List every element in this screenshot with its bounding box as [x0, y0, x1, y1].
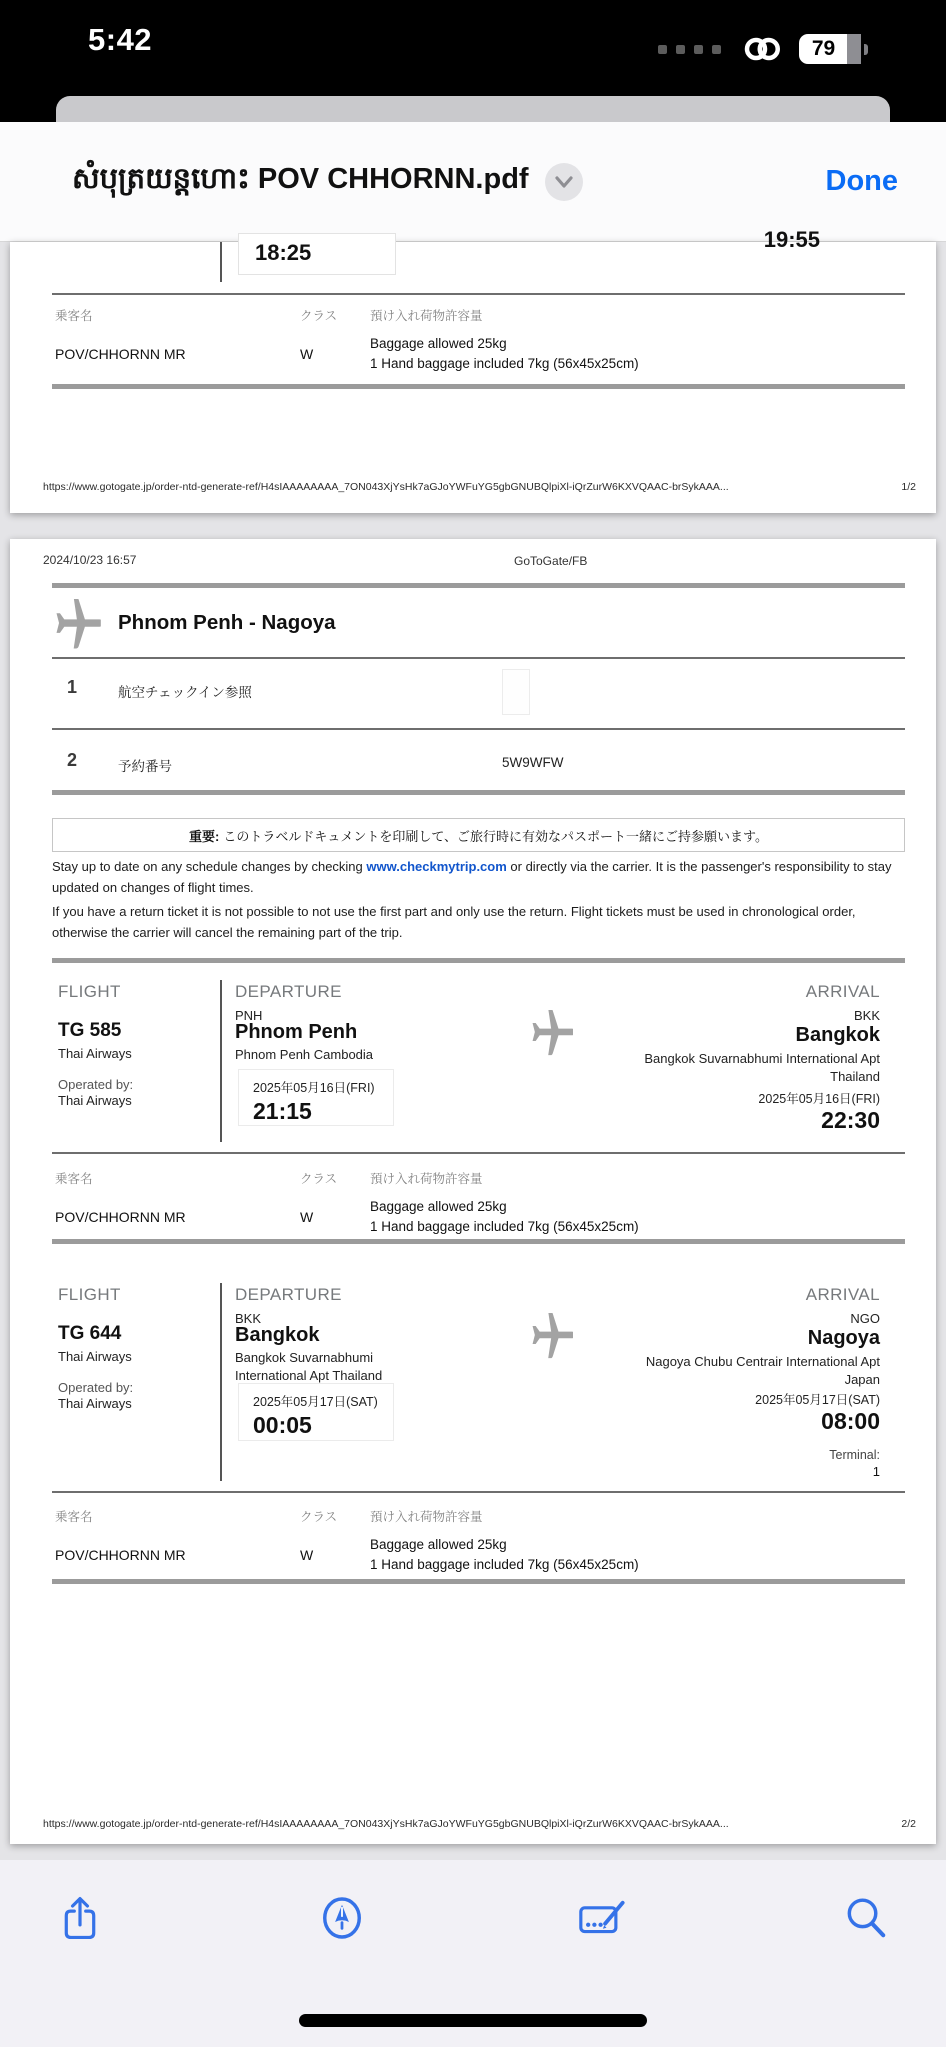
class-header: クラス: [300, 309, 338, 323]
passenger-name-header: 乗客名: [55, 309, 93, 323]
pdf-page-1: [10, 227, 936, 513]
share-button[interactable]: [52, 1890, 108, 1946]
item-2-number: 2: [67, 750, 78, 770]
divider-thin: [52, 1491, 905, 1493]
pdf-page-2: [10, 539, 936, 1844]
flight-header: FLIGHT: [58, 1285, 121, 1304]
baggage-allowance: Baggage allowed 25kg 1 Hand baggage included 7kg (56x45x25cm): [370, 336, 639, 372]
baggage-allowance: Baggage allowed 25kg 1 Hand baggage included 7kg (56x45x25cm): [370, 1199, 639, 1235]
divider-thin: [52, 657, 905, 659]
divider-thin: [52, 1152, 905, 1154]
footer-url: https://www.gotogate.jp/order-ntd-generate-ref/H4sIAAAAAAAA_7ON043XjYsHk7aGJoYWFuYG5gbGNUBQlpiXl-iQrZurW6KXVQAAC-brSykAAA...: [43, 1818, 729, 1830]
arrival-code: BKK: [853, 1008, 880, 1023]
checkmytrip-link[interactable]: www.checkmytrip.com: [366, 859, 507, 874]
passenger-name: POV/CHHORNN MR: [55, 1547, 186, 1564]
flight-number: TG 644: [58, 1323, 122, 1344]
passenger-name: POV/CHHORNN MR: [55, 346, 186, 363]
title-menu-button[interactable]: [545, 163, 583, 201]
departure-time: 18:25: [255, 240, 312, 265]
airline-name: Thai Airways: [58, 1349, 132, 1364]
item-1-label: 航空チェックイン参照: [118, 685, 252, 700]
arrival-airport: Nagoya Chubu Centrair International Apt Japan: [645, 1354, 880, 1387]
departure-time-box: [238, 233, 396, 275]
search-icon: [843, 1895, 889, 1941]
divider-thick: [52, 583, 905, 588]
schedule-notice-paragraph: Stay up to date on any schedule changes by checking www.checkmytrip.com or directly via the carrier. It is the passenger's responsibility to stay updated on changes of flight times.: [52, 859, 892, 895]
airplane-icon: [57, 596, 103, 648]
column-divider-line: [220, 242, 222, 282]
column-divider-line: [220, 1283, 222, 1481]
airplane-icon: [533, 1311, 575, 1357]
passenger-class: W: [300, 1209, 314, 1226]
divider-thick: [52, 1239, 905, 1244]
arrival-code: NGO: [850, 1311, 880, 1326]
printed-source: GoToGate/FB: [514, 554, 588, 568]
footer-url: https://www.gotogate.jp/order-ntd-generate-ref/H4sIAAAAAAAA_7ON043XjYsHk7aGJoYWFuYG5gbGNUBQlpiXl-iQrZurW6KXVQAAC-brSykAAA...: [43, 481, 729, 493]
signature-form-icon: [578, 1895, 630, 1941]
departure-date: 2025年05月17日(SAT): [253, 1395, 378, 1409]
operated-by: Thai Airways: [58, 1396, 132, 1411]
departure-airport: Phnom Penh Cambodia: [235, 1047, 374, 1062]
arrival-header: ARRIVAL: [805, 982, 880, 1001]
column-divider-line: [220, 980, 222, 1142]
baggage-allowance: Baggage allowed 25kg 1 Hand baggage included 7kg (56x45x25cm): [370, 1537, 639, 1573]
arrival-time: 22:30: [821, 1107, 880, 1133]
divider-thick: [52, 384, 905, 389]
operated-by-label: Operated by:: [58, 1380, 134, 1395]
passenger-table: [55, 1169, 905, 1238]
route-title: Phnom Penh - Nagoya: [118, 611, 336, 634]
arrival-time: 08:00: [821, 1408, 880, 1434]
markup-pen-icon: [319, 1895, 365, 1941]
bottom-toolbar: [0, 1860, 946, 2047]
page-footer: [43, 481, 916, 493]
done-button[interactable]: Done: [825, 165, 898, 197]
baggage-header: 預け入れ荷物許容量: [370, 1172, 483, 1186]
arrival-airport: Bangkok Suvarnabhumi International Apt Thailand: [644, 1051, 880, 1084]
battery-nub: [864, 44, 868, 55]
passenger-name: POV/CHHORNN MR: [55, 1209, 186, 1226]
passenger-table: [55, 306, 905, 375]
departure-datetime-box: [238, 1383, 394, 1441]
battery-icon: [799, 34, 861, 64]
terminal-number: 1: [872, 1464, 880, 1479]
passenger-class: W: [300, 1547, 314, 1564]
cellular-signal-dots-icon: [658, 45, 721, 54]
departure-city: Phnom Penh: [235, 1021, 358, 1043]
markup-button[interactable]: [314, 1890, 370, 1946]
page-number: 1/2: [901, 481, 916, 493]
page-footer: [43, 1818, 916, 1830]
status-time: 5:42: [88, 22, 153, 57]
airplane-icon: [533, 1008, 575, 1054]
departure-header: DEPARTURE: [235, 982, 342, 1001]
page-number: 2/2: [901, 1818, 916, 1830]
passenger-name-header: 乗客名: [55, 1172, 93, 1186]
passenger-class: W: [300, 346, 314, 363]
arrival-date: 2025年05月16日(FRI): [758, 1092, 880, 1106]
divider-thick: [52, 1579, 905, 1584]
chevron-down-icon: [554, 175, 574, 189]
departure-city: Bangkok: [235, 1324, 320, 1346]
item-2-label: 予約番号: [118, 759, 172, 774]
departure-time: 00:05: [253, 1412, 312, 1438]
passenger-table: [55, 1507, 905, 1576]
flight-card-tg644: [52, 1279, 905, 1491]
arrival-date: 2025年05月17日(SAT): [755, 1393, 880, 1407]
departure-time: 21:15: [253, 1098, 312, 1124]
departure-code: BKK: [235, 1311, 262, 1326]
departure-header: DEPARTURE: [235, 1285, 342, 1304]
page-gap: [0, 513, 946, 539]
flight-card-tg585: [52, 976, 905, 1152]
checkin-reference-placeholder: [502, 669, 530, 715]
clipped-arrival-time: 19:55: [763, 227, 820, 252]
link-icon: [741, 34, 783, 64]
divider-thin: [52, 293, 905, 295]
document-title: សំបុត្រយន្តហោះ POV CHHORNN.pdf: [72, 162, 529, 195]
title-bar: [0, 122, 946, 242]
baggage-header: 預け入れ荷物許容量: [370, 1510, 483, 1524]
airline-name: Thai Airways: [58, 1046, 132, 1061]
share-icon: [59, 1894, 101, 1942]
departure-airport: Bangkok Suvarnabhumi International Apt Thailand: [235, 1350, 383, 1383]
class-header: クラス: [300, 1172, 338, 1186]
terminal-label: Terminal:: [829, 1448, 880, 1462]
class-header: クラス: [300, 1510, 338, 1524]
home-indicator[interactable]: [299, 2014, 647, 2027]
arrival-city: Bangkok: [795, 1024, 880, 1046]
operated-by: Thai Airways: [58, 1093, 132, 1108]
search-button[interactable]: [838, 1890, 894, 1946]
status-bar: [0, 0, 946, 96]
important-notice-box: 重要: このトラベルドキュメントを印刷して、ご旅行時に有効なパスポート一緒にご持参願います。: [52, 818, 905, 852]
divider-thin: [52, 728, 905, 730]
departure-datetime-box: [238, 1069, 394, 1126]
flight-number: TG 585: [58, 1020, 122, 1041]
operated-by-label: Operated by:: [58, 1077, 134, 1092]
divider-thick: [52, 790, 905, 795]
pdf-viewer[interactable]: [0, 227, 946, 1860]
signature-button[interactable]: [576, 1890, 632, 1946]
printed-datetime: 2024/10/23 16:57: [43, 553, 137, 567]
departure-date: 2025年05月16日(FRI): [253, 1081, 375, 1095]
booking-reference: 5W9WFW: [502, 755, 564, 770]
passenger-name-header: 乗客名: [55, 1510, 93, 1524]
return-ticket-paragraph: If you have a return ticket it is not possible to not use the first part and only use the return. Flight tickets must be used in chronological order, otherwise the carrier will cancel the remaining part of the trip.: [52, 904, 856, 940]
departure-code: PNH: [235, 1008, 263, 1023]
battery-percent: 79: [811, 37, 836, 60]
arrival-header: ARRIVAL: [805, 1285, 880, 1304]
item-1-number: 1: [67, 677, 78, 697]
arrival-city: Nagoya: [807, 1327, 880, 1349]
divider-thick: [52, 958, 905, 963]
pdf-preview-sheet: [0, 122, 946, 2047]
flight-header: FLIGHT: [58, 982, 121, 1001]
baggage-header: 預け入れ荷物許容量: [370, 309, 483, 323]
